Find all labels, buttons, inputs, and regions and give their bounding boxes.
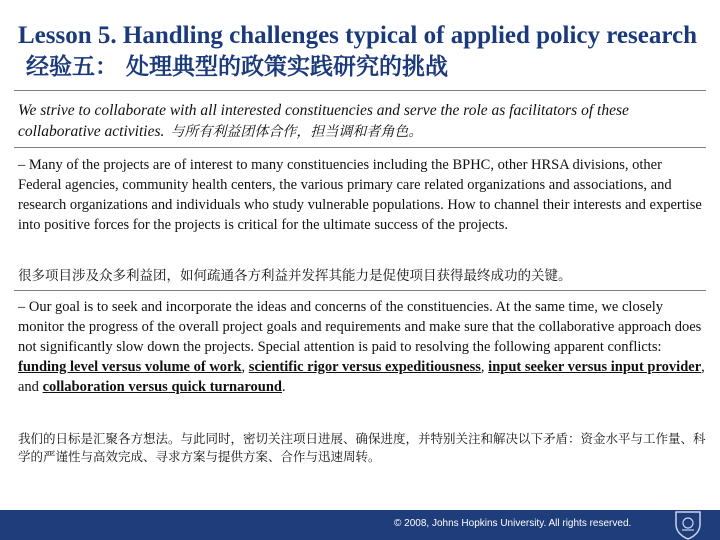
divider [14, 290, 706, 291]
slide-title [18, 20, 708, 83]
paragraph-goals-text: – Our goal is to seek and incorporate the ideas and concerns of the constituencies. At the same time, we closely monitor the progress of the overall project goals and requirements and make sure that the collaborative approach does not significantly slow down the projects. Special attention is paid to resolving the following apparent conflicts: [18, 299, 702, 355]
university-shield-icon [668, 510, 708, 540]
intro-english: We strive to collaborate with all interested constituencies and serve the role as facilitators of these collaborative activities. [18, 102, 629, 140]
slide-title-chinese: 经验五： 处理典型的政策实践研究的挑战 [26, 54, 449, 80]
conflict-funding-volume: funding level versus volume of work [18, 359, 242, 375]
period: . [282, 379, 286, 395]
paragraph-goals [18, 297, 708, 397]
divider [14, 147, 706, 148]
footer-bar [0, 510, 720, 540]
conflict-seeker-provider: input seeker versus input provider [488, 359, 702, 375]
paragraph-constituencies: – Many of the projects are of interest to many constituencies including the BPHC, other HRSA divisions, other Federal agencies, community health centers, the various primary care related organizations and associations, and research organizations and individuals who study vulnerable populations. How to channel their interests and expertise into positive forces for the projects is critical for the ultimate success of the projects. [18, 157, 702, 233]
conflict-rigor-expeditiousness: scientific rigor versus expeditiousness [248, 359, 481, 375]
divider [14, 90, 706, 91]
slide-title-english: Lesson 5. Handling challenges typical of applied policy research [18, 22, 697, 49]
copyright-text: © 2008, Johns Hopkins University. All rights reserved. [394, 518, 632, 529]
intro-chinese: 与所有利益团体合作，担当调和者角色。 [170, 124, 423, 140]
conflict-collaboration-turnaround: collaboration versus quick turnaround [42, 379, 282, 395]
separator: , [241, 359, 249, 375]
separator: , [480, 359, 489, 375]
paragraph-constituencies-chinese: 很多项目涉及众多利益团，如何疏通各方利益并发挥其能力是促使项目获得最终成功的关键。 [18, 268, 572, 284]
intro-statement [18, 100, 708, 143]
paragraph-goals-chinese: 我们的日标是汇聚各方想法。与此同时，密切关注项日进展、确保进度，并特别关注和解决以下矛盾：资金水平与工作量、科学的严谨性与高效完成、寻求方案与提供方案、合作与迅速周转。 [18, 431, 706, 464]
separator: , and [18, 359, 705, 395]
